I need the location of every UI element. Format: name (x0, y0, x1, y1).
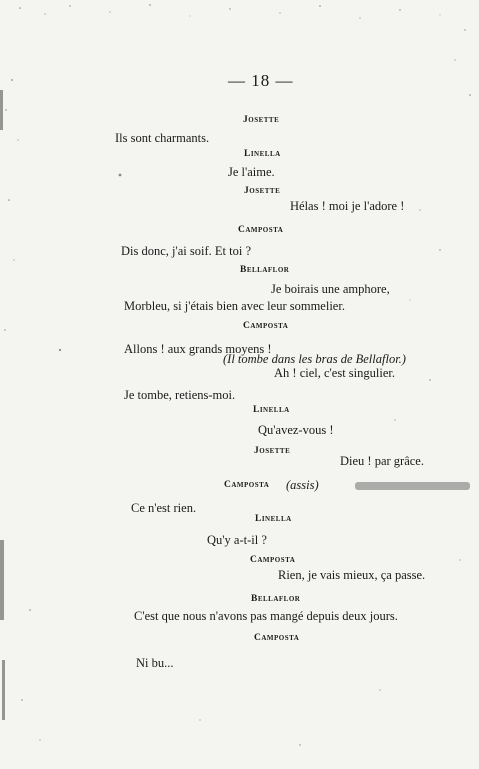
dialogue-line: Dis donc, j'ai soif. Et toi ? (121, 244, 252, 258)
speaker-camposta: Camposta (224, 480, 270, 490)
speaker-bellaflor: Bellaflor (240, 265, 290, 275)
dialogue-line: Hélas ! moi je l'adore ! (290, 199, 405, 213)
dialogue-line: Ni bu... (136, 656, 174, 670)
page-number: — 18 — (228, 71, 294, 90)
speaker-camposta: Camposta (250, 555, 296, 565)
dialogue-line: Qu'avez-vous ! (258, 423, 334, 437)
speaker-josette: Josette (243, 115, 280, 125)
speaker-bellaflor: Bellaflor (251, 594, 301, 604)
stage-direction: (Il tombe dans les bras de Bellaflor.) (223, 352, 406, 366)
speaker-camposta: Camposta (254, 633, 300, 643)
dialogue-line: Dieu ! par grâce. (340, 454, 424, 468)
speaker-linella: Linella (255, 514, 292, 524)
speaker-linella: Linella (253, 405, 290, 415)
speaker-linella: Linella (244, 149, 281, 159)
speaker-josette: Josette (244, 186, 281, 196)
dialogue-line: Je l'aime. (228, 165, 275, 179)
dialogue-line: Je tombe, retiens-moi. (124, 388, 236, 402)
dialogue-line: Ils sont charmants. (115, 131, 210, 145)
dialogue-line: Rien, je vais mieux, ça passe. (278, 568, 426, 582)
dialogue-line: Ce n'est rien. (131, 501, 197, 515)
dialogue-line: Qu'y a-t-il ? (207, 533, 267, 547)
dialogue-line: Je boirais une amphore, (271, 282, 390, 296)
stage-direction: (assis) (286, 478, 319, 492)
speaker-josette: Josette (254, 446, 291, 456)
speaker-camposta: Camposta (243, 321, 289, 331)
dialogue-line: C'est que nous n'avons pas mangé depuis deux jours. (134, 609, 398, 623)
dialogue-line: Morbleu, si j'étais bien avec leur sommelier. (124, 299, 345, 313)
dialogue-line: Ah ! ciel, c'est singulier. (274, 366, 395, 380)
speaker-camposta: Camposta (238, 225, 284, 235)
dialogue-line: Allons ! aux grands moyens ! (124, 342, 272, 356)
